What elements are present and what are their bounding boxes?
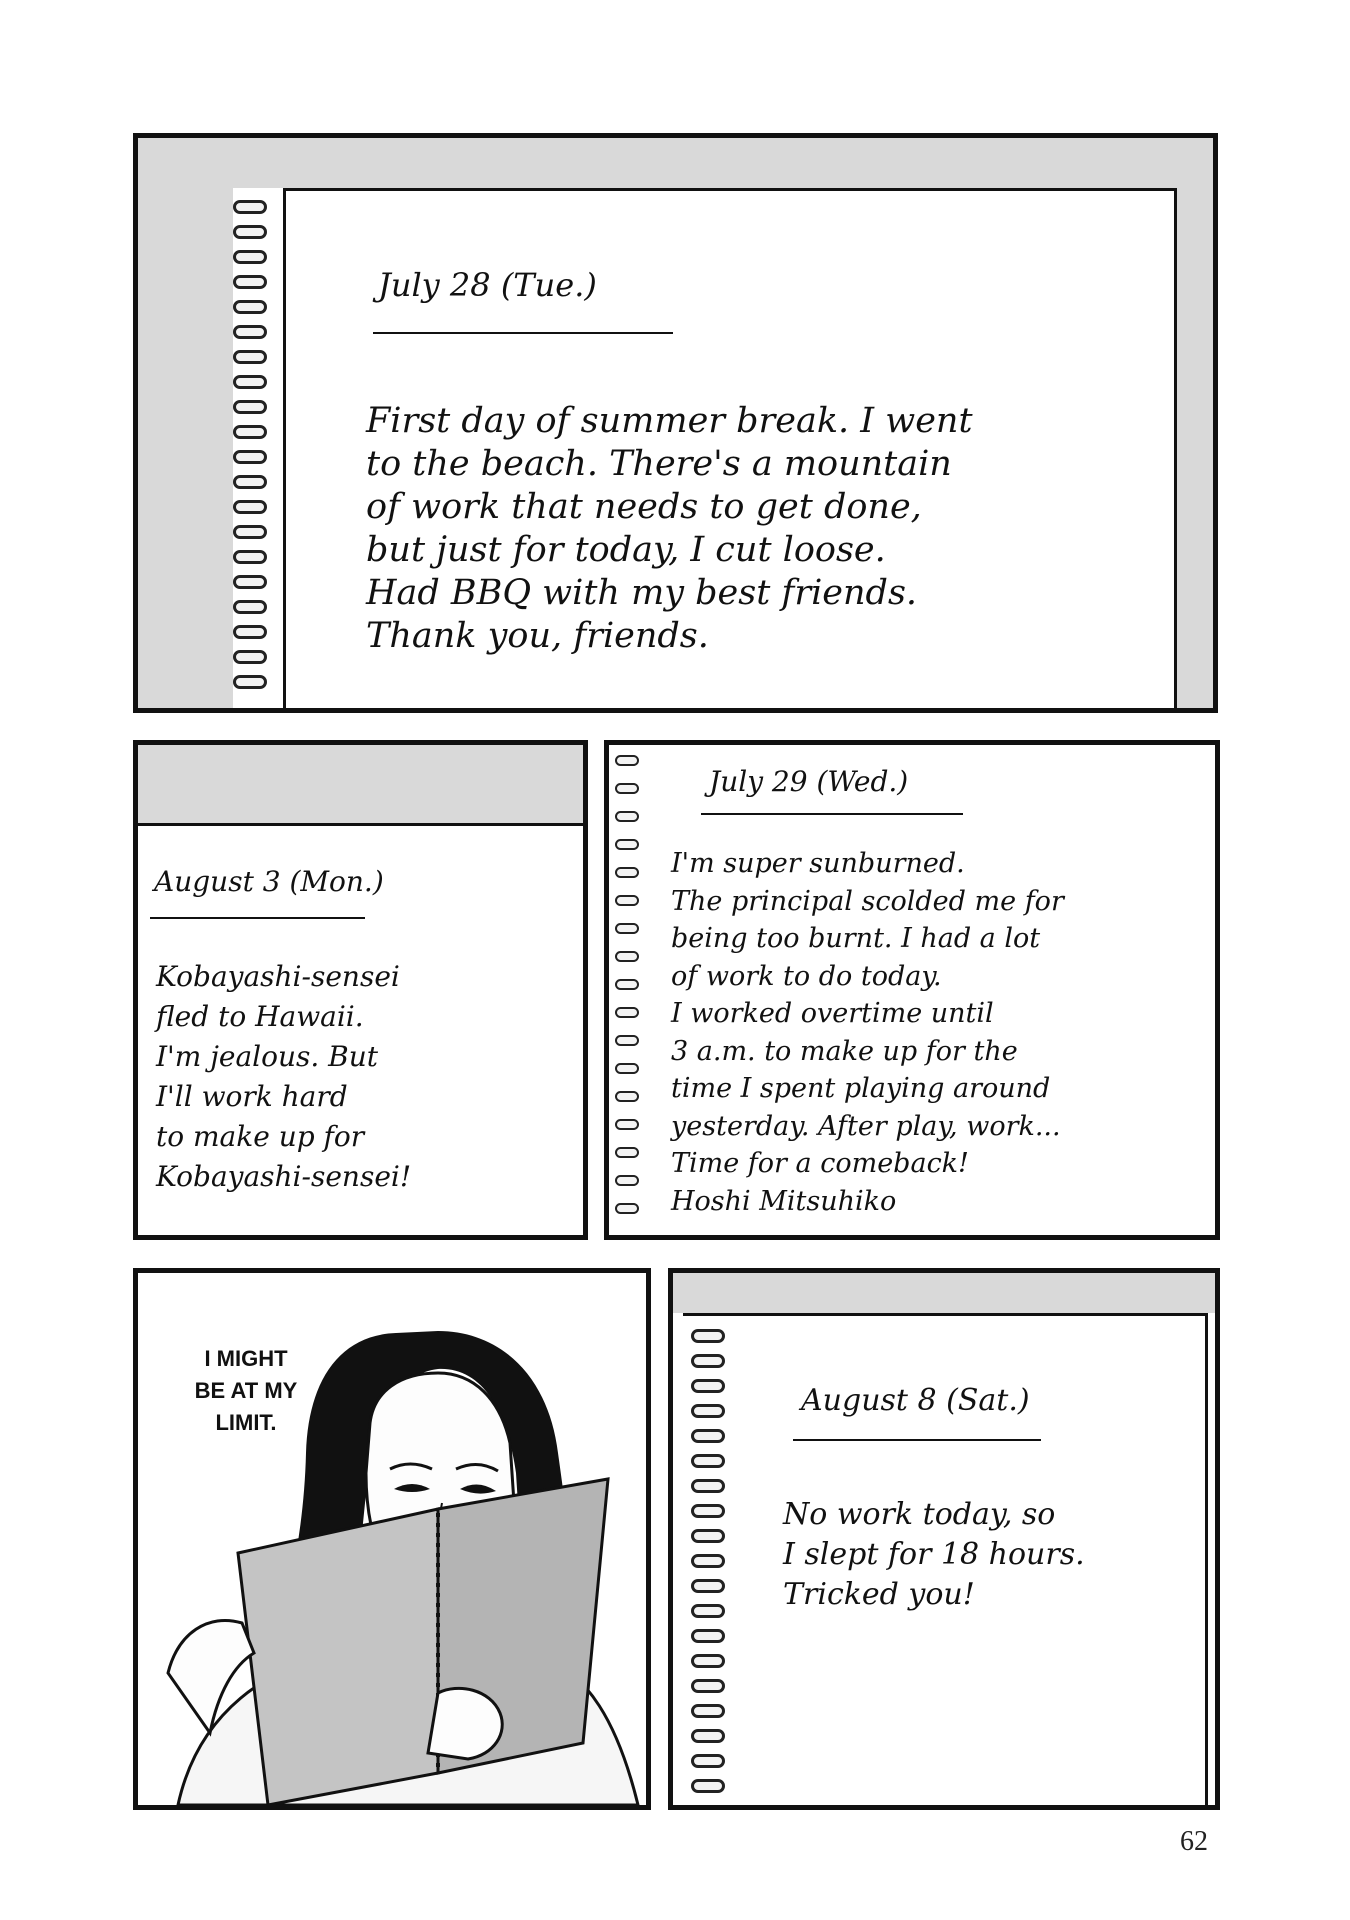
spiral-ring [691, 1354, 725, 1368]
entry-line: The principal scolded me for [671, 885, 1064, 917]
spiral-ring [615, 755, 639, 766]
entry-line: yesterday. After play, work... [671, 1110, 1061, 1142]
spiral-ring [691, 1679, 725, 1693]
spiral-ring [233, 600, 267, 614]
spiral-ring [233, 425, 267, 439]
spiral-ring [615, 1147, 639, 1158]
speech-text: I MIGHT BE AT MY LIMIT. [194, 1346, 298, 1435]
spiral-ring [233, 575, 267, 589]
spiral-ring [615, 895, 639, 906]
spiral-binding [615, 755, 645, 1235]
entry-line: Kobayashi-sensei [156, 960, 400, 993]
panel-august-3 [133, 740, 588, 1240]
panel-july-29 [604, 740, 1220, 1240]
spiral-ring [691, 1479, 725, 1493]
spiral-ring [233, 675, 267, 689]
spiral-ring [233, 525, 267, 539]
spiral-ring [233, 400, 267, 414]
spiral-binding [233, 200, 273, 705]
spiral-ring [691, 1629, 725, 1643]
entry-line: I'm super sunburned. [671, 848, 965, 879]
spiral-ring [691, 1529, 725, 1543]
spiral-ring [233, 625, 267, 639]
spiral-ring [233, 550, 267, 564]
entry-line: Thank you, friends. [366, 616, 709, 656]
spiral-ring [615, 1119, 639, 1130]
entry-line: fled to Hawaii. [156, 1000, 364, 1033]
spiral-ring [615, 1007, 639, 1018]
spiral-ring [691, 1729, 725, 1743]
spiral-ring [691, 1329, 725, 1343]
date-underline [150, 917, 365, 919]
spiral-ring [615, 951, 639, 962]
spiral-ring [615, 1063, 639, 1074]
entry-line: 3 a.m. to make up for the [671, 1035, 1018, 1067]
entry-line: First day of summer break. I went [366, 401, 973, 441]
spiral-binding [691, 1329, 731, 1809]
spiral-ring [691, 1654, 725, 1668]
spiral-ring [691, 1754, 725, 1768]
entry-line: but just for today, I cut loose. [366, 530, 886, 570]
spiral-ring [691, 1604, 725, 1618]
spiral-ring [691, 1429, 725, 1443]
spiral-ring [233, 200, 267, 214]
notebook-shadow-right [1173, 188, 1213, 708]
spiral-ring [691, 1579, 725, 1593]
spiral-ring [691, 1379, 725, 1393]
spiral-ring [233, 375, 267, 389]
spiral-ring [691, 1554, 725, 1568]
entry-date-august-3: August 3 (Mon.) [154, 865, 384, 898]
spiral-ring [233, 475, 267, 489]
entry-body-august-8 [783, 1495, 1085, 1615]
spiral-ring [615, 979, 639, 990]
entry-body-august-3 [156, 957, 411, 1197]
spiral-ring [233, 275, 267, 289]
spiral-ring [615, 1035, 639, 1046]
entry-line: Kobayashi-sensei! [156, 1160, 412, 1193]
notebook-shadow-top [673, 1273, 1215, 1313]
notebook-shadow-top [138, 745, 583, 826]
entry-body-july-28 [366, 400, 973, 658]
spiral-ring [233, 500, 267, 514]
spiral-ring [233, 225, 267, 239]
entry-line: being too burnt. I had a lot [671, 923, 1041, 954]
entry-line: of work that needs to get done, [366, 487, 922, 527]
spiral-ring [691, 1504, 725, 1518]
entry-line: I slept for 18 hours. [783, 1537, 1085, 1572]
entry-line: time I spent playing around [671, 1073, 1051, 1104]
page-number: 62 [1180, 1826, 1208, 1857]
spiral-ring [233, 650, 267, 664]
entry-date-july-29: July 29 (Wed.) [709, 765, 909, 798]
entry-line: Time for a comeback! [671, 1148, 969, 1179]
spiral-ring [233, 450, 267, 464]
entry-line: No work today, so [783, 1497, 1056, 1532]
spiral-ring [615, 1175, 639, 1186]
spiral-ring [691, 1779, 725, 1793]
panel-july-28 [133, 133, 1218, 713]
spiral-ring [233, 350, 267, 364]
entry-line: to make up for [156, 1120, 365, 1153]
spiral-ring [691, 1454, 725, 1468]
entry-line: of work to do today. [671, 960, 942, 992]
date-underline [793, 1439, 1041, 1441]
entry-signature: Hoshi Mitsuhiko [671, 1185, 897, 1217]
spiral-ring [615, 1203, 639, 1214]
entry-line: I worked overtime until [671, 998, 994, 1029]
date-underline [373, 332, 673, 334]
spiral-ring [615, 783, 639, 794]
spiral-ring [615, 1091, 639, 1102]
spiral-ring [233, 250, 267, 264]
notebook-shadow-left [138, 188, 233, 708]
spiral-ring [615, 867, 639, 878]
entry-line: Had BBQ with my best friends. [366, 573, 918, 613]
panel-august-8 [668, 1268, 1220, 1810]
spiral-ring [615, 923, 639, 934]
spiral-ring [691, 1404, 725, 1418]
entry-line: to the beach. There's a mountain [366, 444, 952, 484]
entry-line: I'm jealous. But [156, 1040, 379, 1073]
spiral-ring [233, 300, 267, 314]
entry-date-august-8: August 8 (Sat.) [801, 1383, 1030, 1418]
entry-line: Tricked you! [783, 1577, 975, 1612]
entry-line: I'll work hard [156, 1080, 348, 1113]
notebook-shadow-top [138, 138, 1213, 188]
date-underline [701, 813, 963, 815]
entry-body-july-29 [671, 845, 1064, 1220]
panel-woman-reading [133, 1268, 651, 1810]
spiral-ring [691, 1704, 725, 1718]
entry-date-july-28: July 28 (Tue.) [378, 266, 597, 304]
spiral-ring [615, 839, 639, 850]
spiral-ring [615, 811, 639, 822]
spiral-ring [233, 325, 267, 339]
